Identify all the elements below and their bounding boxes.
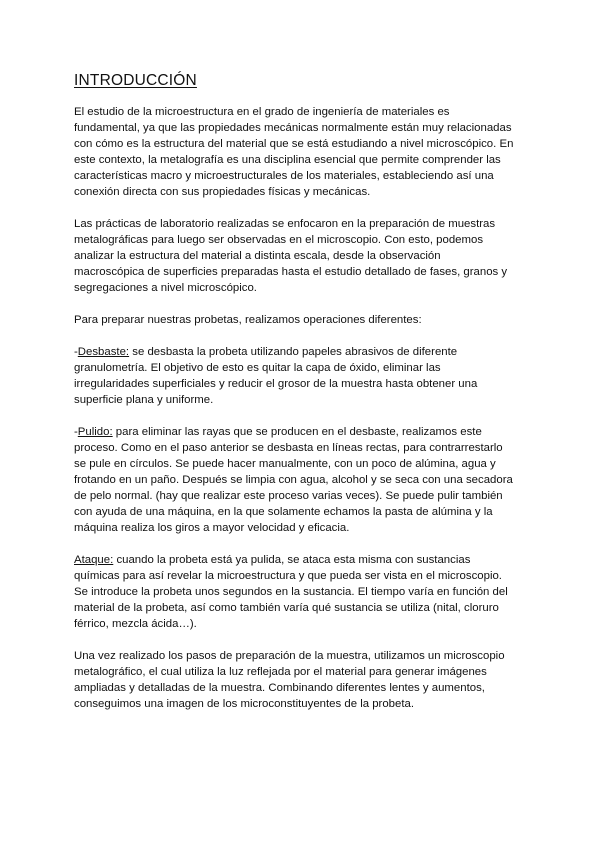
ataque-text: cuando la probeta está ya pulida, se ataca esta misma con sustancias químicas para así revelar la microestructura y que pueda ser vista en el microscopio. Se introduce la probeta unos segundos en la sustancia. El tiempo varía en función del material de la probeta, así como también varía qué sustancia se utiliza (nital, cloruro férrico, mezcla ácida…). — [74, 554, 508, 630]
paragraph-ataque — [74, 552, 514, 632]
paragraph-operations-intro: Para preparar nuestras probetas, realizamos operaciones diferentes: — [74, 314, 422, 326]
paragraph-desbaste — [74, 344, 514, 408]
desbaste-prefix: - — [74, 346, 78, 358]
paragraph-lab-practices: Las prácticas de laboratorio realizadas se enfocaron en la preparación de muestras metalográficas para luego ser observadas en el microscopio. Con esto, podemos analizar la estructura del material a distinta escala, desde la observación macroscópica de superficies preparadas hasta el estudio detallado de fases, granos y segregaciones a nivel microscópico. — [74, 218, 508, 294]
pulido-term: Pulido: — [77, 426, 113, 438]
page-title: INTRODUCCIÓN — [74, 72, 197, 89]
desbaste-term: Desbaste: — [77, 346, 130, 358]
ataque-term: Ataque: — [74, 554, 114, 566]
document-page — [74, 72, 514, 728]
pulido-text: para eliminar las rayas que se producen en el desbaste, realizamos este proceso. Como en el paso anterior se desbasta en líneas rectas, para contrarrestarlo se pule en círculos. Se puede hacer manualmente, con un poco de alúmina, agua y frotando en un paño. Después se limpia con agua, alcohol y se seca con una secadora de pelo normal. (hay que realizar este proceso varias veces). Se puede pulir también con ayuda de una máquina, en la que solamente echamos la pasta de alúmina y la máquina realiza los giros a mayor velocidad y eficacia. — [74, 426, 513, 534]
pulido-prefix: - — [74, 426, 78, 438]
paragraph-microscope: Una vez realizado los pasos de preparación de la muestra, utilizamos un microscopio metalográfico, el cual utiliza la luz reflejada por el material para generar imágenes ampliadas y detalladas de la muestra. Combinando diferentes lentes y aumentos, conseguimos una imagen de los microconstituyentes de la probeta. — [74, 650, 505, 710]
paragraph-pulido — [74, 424, 514, 536]
paragraph-microstructure: El estudio de la microestructura en el grado de ingeniería de materiales es fundamental, ya que las propiedades mecánicas normalmente están muy relacionadas con cómo es la estructura del material que se está estudiando a nivel microscópico. En este contexto, la metalografía es una disciplina esencial que permite comprender las características macro y microestructurales de los materiales, estableciendo así una conexión directa con sus propiedades físicas y mecánicas. — [74, 106, 514, 198]
desbaste-text: se desbasta la probeta utilizando papeles abrasivos de diferente granulometría. El objetivo de esto es quitar la capa de óxido, eliminar las irregularidades superficiales y reducir el grosor de la muestra hasta obtener una superficie plana y uniforme. — [74, 346, 478, 406]
